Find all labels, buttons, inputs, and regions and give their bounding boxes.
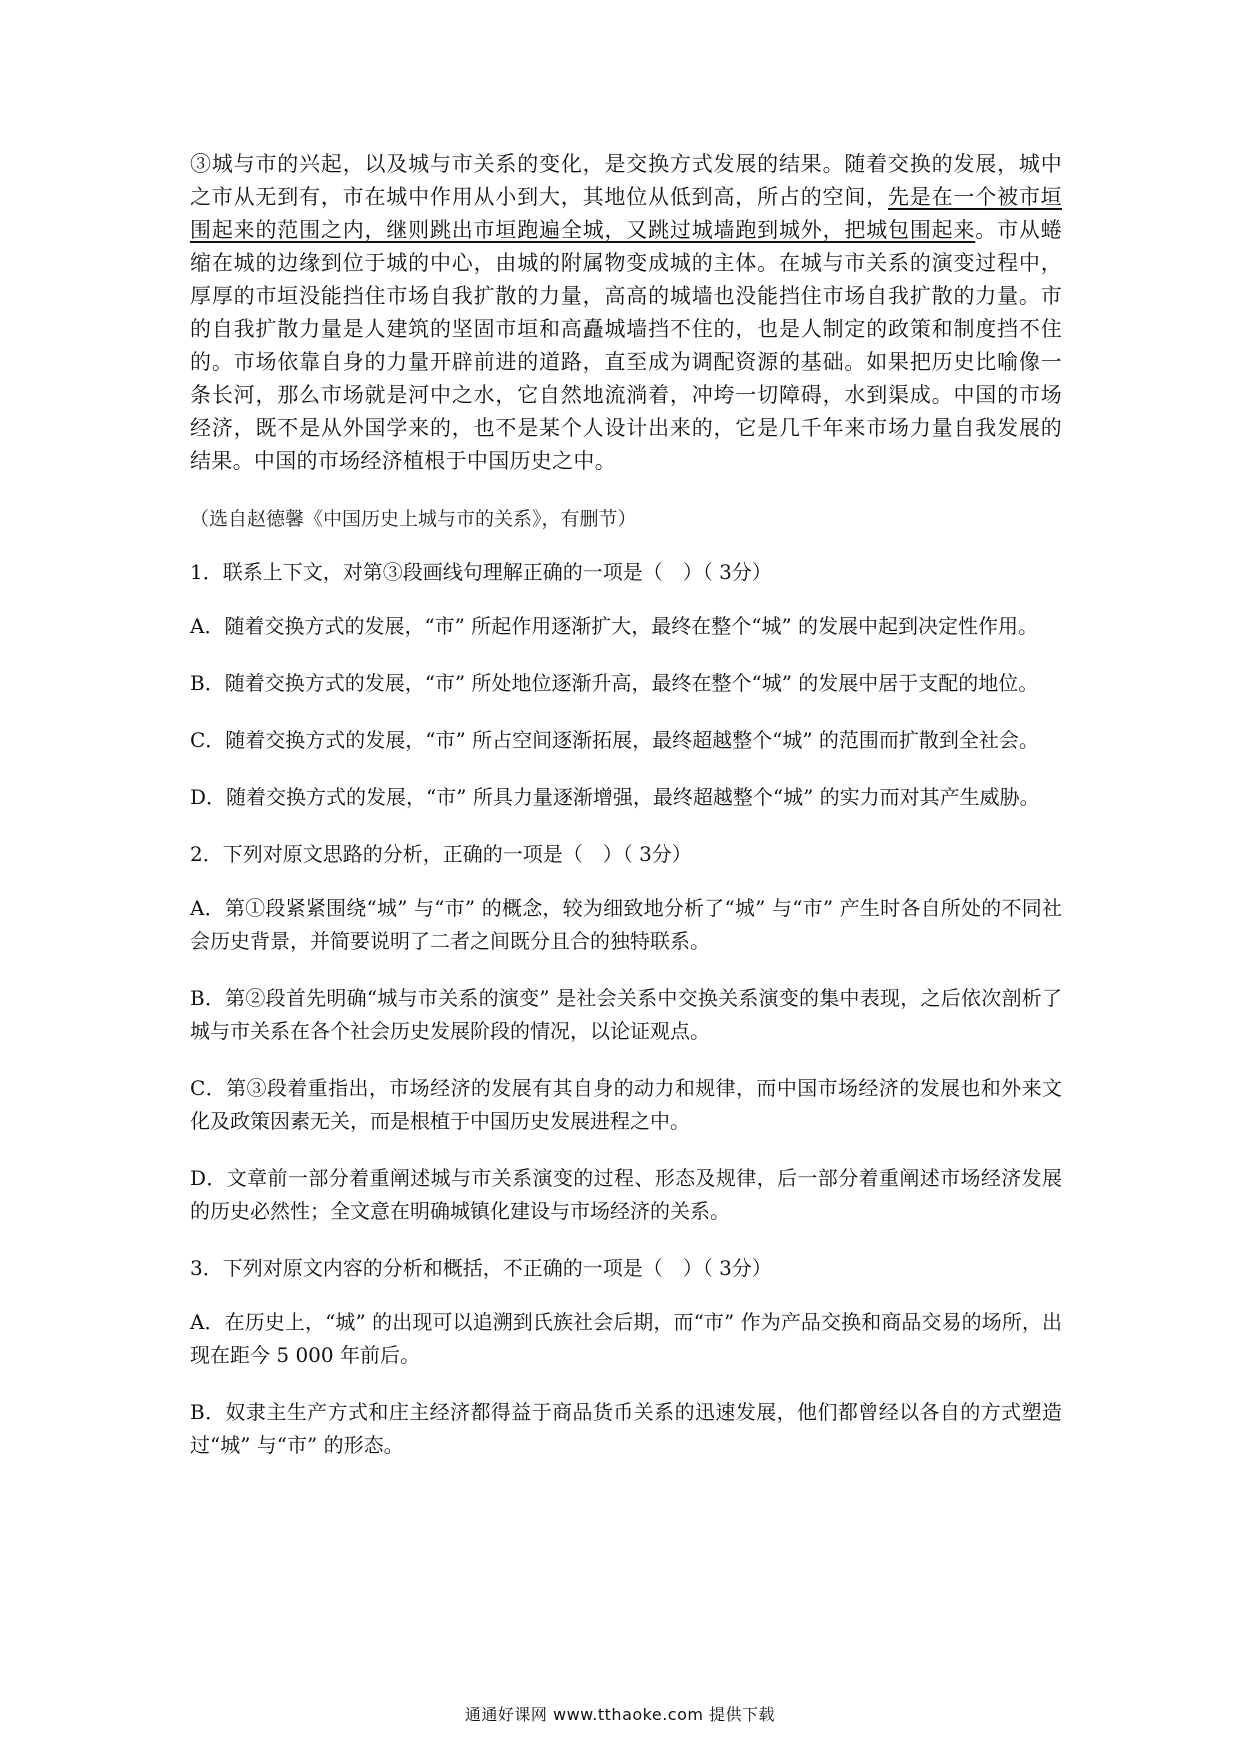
- question-1-option-d: D．随着交换方式的发展，“市” 所具力量逐渐增强，最终超越整个“城” 的实力而对其产生威胁。: [190, 785, 1040, 809]
- source-citation: （选自赵德馨《中国历史上城与市的关系》，有删节）: [190, 508, 637, 530]
- question-1-stem: 1．联系上下文，对第③段画线句理解正确的一项是（ ）（ 3分）: [190, 560, 772, 584]
- question-3-stem: 3．下列对原文内容的分析和概括，不正确的一项是（ ）（ 3分）: [190, 1256, 772, 1280]
- underlined-sentence: 先是在一个被市垣围起来的范围之内，继则跳出市垣跑遍全城，又跳过城墙跑到城外，把城包围起来: [190, 185, 1062, 242]
- question-1-option-b: B．随着交换方式的发展，“市” 所处地位逐渐升高，最终在整个“城” 的发展中居于支配的地位。: [190, 671, 1039, 695]
- question-2-option-a: A．第①段紧紧围绕“城” 与“市” 的概念，较为细致地分析了“城” 与“市” 产生时各自所处的不同社会历史背景，并简要说明了二者之间既分且合的独特联系。: [190, 896, 1062, 953]
- passage-text: ③城与市的兴起，以及城与市关系的变化，是交换方式发展的结果。随着交换的发展，城中之市从无到有，市在城中作用从小到大，其地位从低到高，所占的空间，: [190, 152, 1062, 209]
- question-3-option-b: B．奴隶主生产方式和庄主经济都得益于商品货币关系的迅速发展，他们都曾经以各自的方式塑造过“城” 与“市” 的形态。: [190, 1400, 1062, 1457]
- page-footer: 通通好课网 www.tthaoke.com 提供下载: [464, 1705, 776, 1724]
- passage-text-continued: 。市从蜷缩在城的边缘到位于城的中心，由城的附属物变成城的主体。在城与市关系的演变过程中，厚厚的市垣没能挡住市场自我扩散的力量，高高的城墙也没能挡住市场自我扩散的力量。市的自我扩散力量是人建筑的坚固市垣和高矗城墙挡不住的，也是人制定的政策和制度挡不住的。市场依靠自身的力量开辟前进的道路，直至成为调配资源的基础。如果把历史比喻像一条长河，那么市场就是河中之水，它自然地流淌着，冲垮一切障碍，水到渠成。中国的市场经济，既不是从外国学来的，也不是某个人设计出来的，它是几千年来市场力量自我发展的结果。中国的市场经济植根于中国历史之中。: [190, 218, 1063, 473]
- question-2-stem: 2．下列对原文思路的分析，正确的一项是（ ）（ 3分）: [190, 842, 692, 866]
- question-2-option-d: D．文章前一部分着重阐述城与市关系演变的过程、形态及规律，后一部分着重阐述市场经济发展的历史必然性；全文意在明确城镇化建设与市场经济的关系。: [190, 1166, 1062, 1223]
- document-page: [190, 148, 1062, 1486]
- passage-paragraph-3: [190, 148, 1062, 478]
- question-3-option-a: A．在历史上，“城” 的出现可以追溯到氏族社会后期，而“市” 作为产品交换和商品交易的场所，出现在距今 5 000 年前后。: [190, 1310, 1062, 1367]
- question-1-option-a: A．随着交换方式的发展，“市” 所起作用逐渐扩大，最终在整个“城” 的发展中起到决定性作用。: [190, 614, 1039, 638]
- question-2-option-b: B．第②段首先明确“城与市关系的演变” 是社会关系中交换关系演变的集中表现，之后依次剖析了城与市关系在各个社会历史发展阶段的情况，以论证观点。: [190, 986, 1062, 1043]
- question-1-option-c: C．随着交换方式的发展，“市” 所占空间逐渐拓展，最终超越整个“城” 的范围而扩散到全社会。: [190, 728, 1039, 752]
- question-2-option-c: C．第③段着重指出，市场经济的发展有其自身的动力和规律，而中国市场经济的发展也和外来文化及政策因素无关，而是根植于中国历史发展进程之中。: [190, 1076, 1062, 1133]
